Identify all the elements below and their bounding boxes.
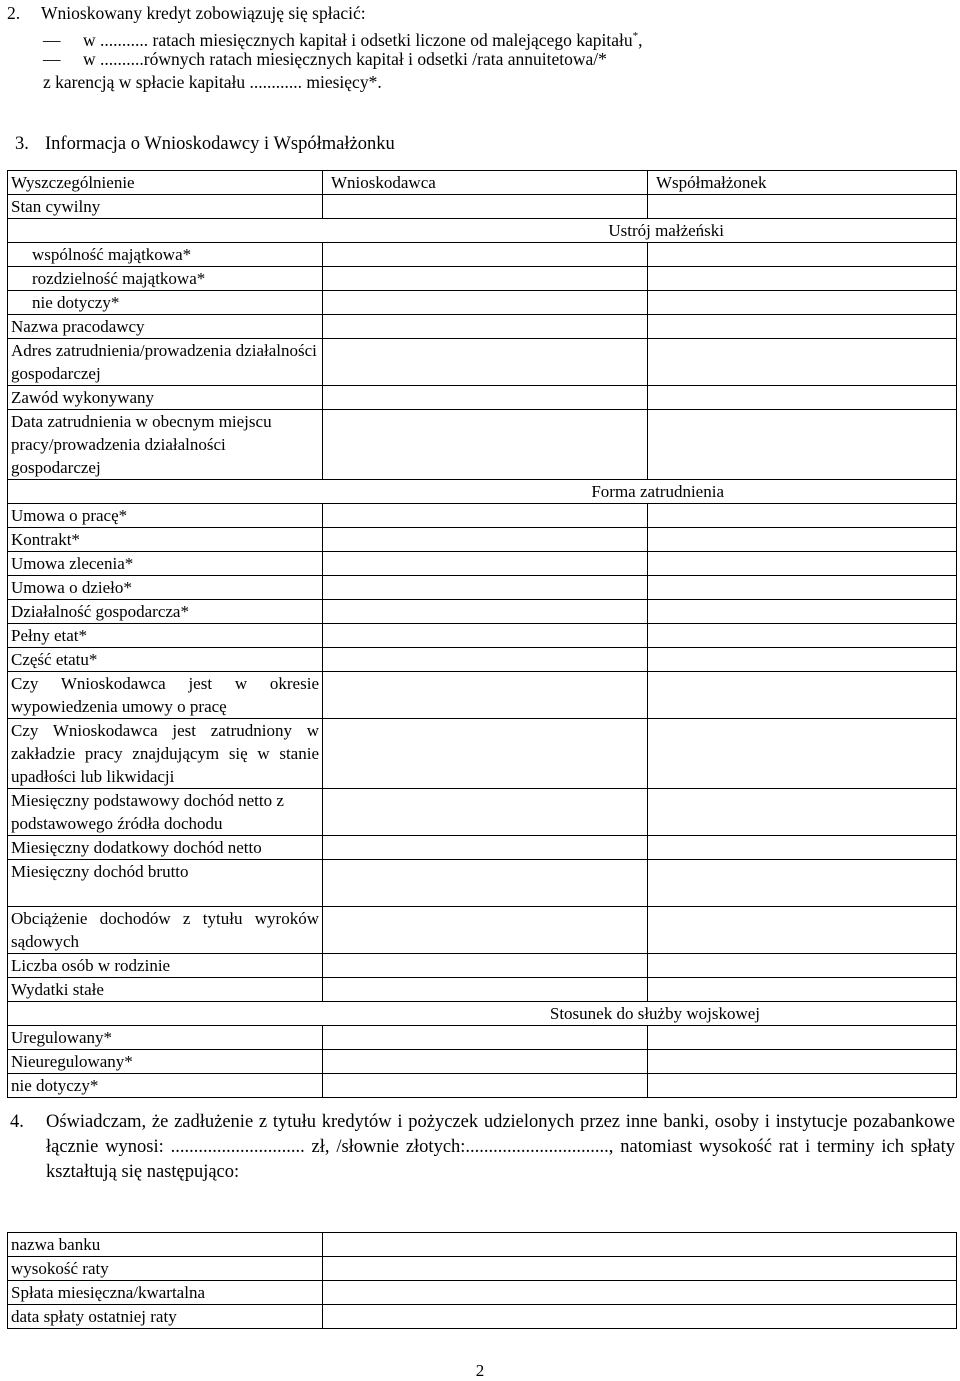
subheader-marital-property: Ustrój małżeński bbox=[8, 219, 957, 243]
section-2-heading bbox=[7, 2, 957, 25]
spouse-field[interactable] bbox=[648, 315, 957, 339]
subheader-employment-form: Forma zatrudnienia bbox=[8, 480, 957, 504]
repayment-option-1-text: w ........... ratach miesięcznych kapitał i odsetki liczone od malejącego kapitału bbox=[83, 29, 633, 50]
row-label-net-additional-income: Miesięczny dodatkowy dochód netto bbox=[8, 836, 323, 860]
spouse-field[interactable] bbox=[648, 719, 957, 789]
spouse-field[interactable] bbox=[648, 836, 957, 860]
applicant-field[interactable] bbox=[323, 648, 648, 672]
applicant-field[interactable] bbox=[323, 410, 648, 480]
applicant-field[interactable] bbox=[323, 386, 648, 410]
spouse-field[interactable] bbox=[648, 954, 957, 978]
spouse-field[interactable] bbox=[648, 907, 957, 954]
table-row bbox=[8, 907, 957, 954]
table-row bbox=[8, 243, 957, 267]
row-label-employment-address: Adres zatrudnienia/prowadzenia działalności gospodarczej bbox=[8, 339, 323, 386]
section-3-title: Informacja o Wnioskodawcy i Współmałżonku bbox=[45, 134, 395, 154]
section-3 bbox=[7, 132, 955, 156]
table-row bbox=[8, 339, 957, 386]
option-joint-property: wspólność majątkowa* bbox=[8, 243, 323, 267]
applicant-field[interactable] bbox=[323, 339, 648, 386]
applicant-field[interactable] bbox=[323, 860, 648, 907]
table-row bbox=[8, 624, 957, 648]
spouse-field[interactable] bbox=[648, 386, 957, 410]
spouse-option-field[interactable] bbox=[648, 291, 957, 315]
repayment-option-2-text: w ..........równych ratach miesięcznych kapitał i odsetki /rata annuitetowa/* bbox=[83, 49, 607, 69]
table-row bbox=[8, 648, 957, 672]
applicant-field[interactable] bbox=[323, 600, 648, 624]
table-row bbox=[8, 195, 957, 219]
spouse-field[interactable] bbox=[648, 576, 957, 600]
column-header-specification: Wyszczególnienie bbox=[8, 171, 323, 195]
repayment-option-1 bbox=[7, 25, 957, 48]
row-label-net-primary-income: Miesięczny podstawowy dochód netto z podstawowego źródła dochodu bbox=[8, 789, 323, 836]
spouse-field[interactable] bbox=[648, 978, 957, 1002]
dash-bullet: — bbox=[43, 49, 61, 69]
section-4-number: 4. bbox=[10, 1112, 24, 1132]
spouse-field[interactable] bbox=[648, 648, 957, 672]
spouse-field[interactable] bbox=[648, 528, 957, 552]
option-mandate-contract: Umowa zlecenia* bbox=[8, 552, 323, 576]
spouse-field[interactable] bbox=[648, 860, 957, 907]
subheader-row bbox=[8, 480, 957, 504]
row-label-payment-frequency: Spłata miesięczna/kwartalna bbox=[8, 1281, 323, 1305]
option-not-applicable: nie dotyczy* bbox=[8, 291, 323, 315]
applicant-field[interactable] bbox=[323, 719, 648, 789]
option-specific-task-contract: Umowa o dzieło* bbox=[8, 576, 323, 600]
row-label-gross-income: Miesięczny dochód brutto bbox=[8, 860, 323, 907]
applicant-field[interactable] bbox=[323, 315, 648, 339]
table-row bbox=[8, 954, 957, 978]
table-row bbox=[8, 315, 957, 339]
option-business-activity: Działalność gospodarcza* bbox=[8, 600, 323, 624]
table-row bbox=[8, 836, 957, 860]
table-row bbox=[8, 1305, 957, 1329]
last-payment-date-field[interactable] bbox=[323, 1305, 957, 1329]
subheader-row bbox=[8, 219, 957, 243]
table-row bbox=[8, 672, 957, 719]
applicant-option-field[interactable] bbox=[323, 243, 648, 267]
table-row bbox=[8, 789, 957, 836]
table-row bbox=[8, 267, 957, 291]
table-row bbox=[8, 1074, 957, 1098]
section-3-number: 3. bbox=[15, 134, 29, 154]
applicant-marital-status-field[interactable] bbox=[323, 195, 648, 219]
row-label-employment-date: Data zatrudnienia w obecnym miejscu pracy/prowadzenia działalności gospodarczej bbox=[8, 410, 323, 480]
table-row bbox=[8, 1233, 957, 1257]
payment-frequency-field[interactable] bbox=[323, 1281, 957, 1305]
repayment-option-2 bbox=[7, 48, 957, 71]
applicant-field[interactable] bbox=[323, 1050, 648, 1074]
option-part-time: Część etatu* bbox=[8, 648, 323, 672]
spouse-field[interactable] bbox=[648, 552, 957, 576]
applicant-field[interactable] bbox=[323, 672, 648, 719]
table-row bbox=[8, 719, 957, 789]
applicant-field[interactable] bbox=[323, 954, 648, 978]
spouse-field[interactable] bbox=[648, 1050, 957, 1074]
option-unregulated: Nieuregulowany* bbox=[8, 1050, 323, 1074]
section-2-number: 2. bbox=[7, 3, 21, 23]
spouse-field[interactable] bbox=[648, 624, 957, 648]
repayment-option-1-end: , bbox=[638, 29, 643, 50]
option-full-time: Pełny etat* bbox=[8, 624, 323, 648]
row-label-occupation: Zawód wykonywany bbox=[8, 386, 323, 410]
applicant-field[interactable] bbox=[323, 789, 648, 836]
section-2-title: Wnioskowany kredyt zobowiązuję się spłacić: bbox=[41, 3, 366, 23]
table-header-row bbox=[8, 171, 957, 195]
footnote-marker: * bbox=[632, 30, 639, 42]
table-row bbox=[8, 978, 957, 1002]
table-row bbox=[8, 528, 957, 552]
applicant-option-field[interactable] bbox=[323, 291, 648, 315]
row-label-marital-status: Stan cywilny bbox=[8, 195, 323, 219]
column-header-applicant: Wnioskodawca bbox=[323, 171, 648, 195]
applicant-field[interactable] bbox=[323, 576, 648, 600]
table-row bbox=[8, 1050, 957, 1074]
spouse-field[interactable] bbox=[648, 789, 957, 836]
row-label-installment-amount: wysokość raty bbox=[8, 1257, 323, 1281]
row-label-employer: Nazwa pracodawcy bbox=[8, 315, 323, 339]
row-label-notice-period: Czy Wnioskodawca jest w okresie wypowiedzenia umowy o pracę bbox=[8, 672, 323, 719]
row-label-last-payment-date: data spłaty ostatniej raty bbox=[8, 1305, 323, 1329]
installment-amount-field[interactable] bbox=[323, 1257, 957, 1281]
applicant-info-table bbox=[7, 170, 957, 1098]
section-2 bbox=[7, 2, 957, 94]
applicant-field[interactable] bbox=[323, 978, 648, 1002]
bank-debt-table bbox=[7, 1232, 957, 1329]
option-separate-property: rozdzielność majątkowa* bbox=[8, 267, 323, 291]
section-4-text: Oświadczam, że zadłużenie z tytułu kredytów i pożyczek udzielonych przez inne banki, osoby i instytucje pozabankowe łącznie wynosi: ............................. zł, /słownie złotych:..............................., natomiast wysokość rat i terminy ich spłaty kształtują się następująco: bbox=[46, 1112, 955, 1182]
applicant-field[interactable] bbox=[323, 624, 648, 648]
applicant-field[interactable] bbox=[323, 504, 648, 528]
page-number: 2 bbox=[475, 1361, 485, 1380]
spouse-field[interactable] bbox=[648, 600, 957, 624]
spouse-field[interactable] bbox=[648, 339, 957, 386]
row-label-court-judgments: Obciążenie dochodów z tytułu wyroków sądowych bbox=[8, 907, 323, 954]
table-row bbox=[8, 386, 957, 410]
table-row bbox=[8, 504, 957, 528]
applicant-option-field[interactable] bbox=[323, 267, 648, 291]
spouse-option-field[interactable] bbox=[648, 243, 957, 267]
spouse-field[interactable] bbox=[648, 1074, 957, 1098]
spouse-field[interactable] bbox=[648, 410, 957, 480]
spouse-marital-status-field[interactable] bbox=[648, 195, 957, 219]
table-row bbox=[8, 860, 957, 907]
option-employment-contract: Umowa o pracę* bbox=[8, 504, 323, 528]
subheader-military-service: Stosunek do służby wojskowej bbox=[8, 1002, 957, 1026]
table-row bbox=[8, 552, 957, 576]
row-label-fixed-expenses: Wydatki stałe bbox=[8, 978, 323, 1002]
column-header-spouse: Współmałżonek bbox=[648, 171, 957, 195]
row-label-bank-name: nazwa banku bbox=[8, 1233, 323, 1257]
table-row bbox=[8, 1257, 957, 1281]
applicant-field[interactable] bbox=[323, 836, 648, 860]
option-military-not-applicable: nie dotyczy* bbox=[8, 1074, 323, 1098]
applicant-field[interactable] bbox=[323, 907, 648, 954]
spouse-field[interactable] bbox=[648, 504, 957, 528]
spouse-field[interactable] bbox=[648, 1026, 957, 1050]
row-label-family-size: Liczba osób w rodzinie bbox=[8, 954, 323, 978]
table-row bbox=[8, 1281, 957, 1305]
table-row bbox=[8, 1026, 957, 1050]
dash-bullet: — bbox=[43, 29, 61, 50]
row-label-employer-bankruptcy: Czy Wnioskodawca jest zatrudniony w zakładzie pracy znajdującym się w stanie upadłości lub likwidacji bbox=[8, 719, 323, 789]
applicant-field[interactable] bbox=[323, 528, 648, 552]
spouse-option-field[interactable] bbox=[648, 267, 957, 291]
option-regulated: Uregulowany* bbox=[8, 1026, 323, 1050]
table-row bbox=[8, 410, 957, 480]
grace-period-line: z karencją w spłacie kapitału ............ miesięcy*. bbox=[43, 72, 382, 92]
section-4 bbox=[10, 1110, 955, 1185]
subheader-row bbox=[8, 1002, 957, 1026]
applicant-field[interactable] bbox=[323, 552, 648, 576]
table-row bbox=[8, 291, 957, 315]
section-3-heading bbox=[7, 132, 955, 156]
applicant-field[interactable] bbox=[323, 1026, 648, 1050]
bank-name-field[interactable] bbox=[323, 1233, 957, 1257]
table-row bbox=[8, 600, 957, 624]
option-contract: Kontrakt* bbox=[8, 528, 323, 552]
table-row bbox=[8, 576, 957, 600]
applicant-field[interactable] bbox=[323, 1074, 648, 1098]
spouse-field[interactable] bbox=[648, 672, 957, 719]
